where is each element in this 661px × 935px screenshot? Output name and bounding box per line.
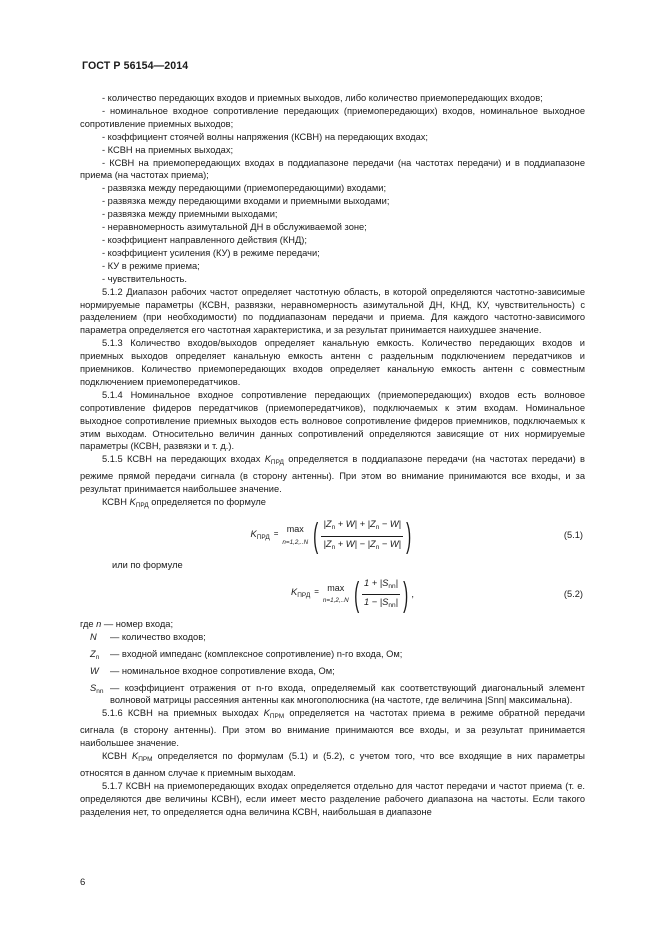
paragraph-5-1-2: 5.1.2 Диапазон рабочих частот определяет частотную область, в которой определяются частотно-зависимые нормируемые параметры (КСВН, развязки, неравномерность азимутальной ДН, КНД, КУ, чувствительность) с разделением (при необходимости) по поддиапазонам передачи и приема. Для каждого частотно-зависимого параметра определяется его частотная характеристика, и за результат принимается наихудшее значение.	[80, 286, 585, 336]
f2-lhs: $K_{ПРД}$	[291, 587, 311, 600]
document-header: ГОСТ Р 56154—2014	[82, 60, 189, 72]
paragraph-ksvn-prm: КСВН $K_{ПРМ}$ определяется по формулам (5.1) и (5.2), с учетом того, что все входящие в них параметры относятся в данном случае к приемным выходам.	[80, 751, 585, 778]
f1-lhs: $K_{ПРД}$	[250, 528, 270, 541]
formula-5-2-label: (5.2)	[563, 588, 583, 599]
f2-max: max n=1,2,..N	[322, 582, 349, 605]
f2-paren-right: )	[403, 575, 409, 614]
intro-b: определяется по формуле	[148, 497, 266, 508]
definition-item: $Z_n$ — входной импеданс (комплексное сопротивление) n-го входа, Ом;	[90, 648, 403, 661]
formula-5-2	[80, 572, 585, 618]
p515-sub: ПРД	[270, 459, 284, 467]
f1-numerator: $|Z_n + W| + |Z_n - W|$	[321, 517, 403, 537]
paragraph-5-1-6: 5.1.6 КСВН на приемных выходах $K_{ПРМ}$ определяется на частотах приема в режиме обратной передачи сигнала (в сторону антенны). При этом во внимание принимаются все входы, и за результат принимается наибольшее значение.	[80, 708, 585, 749]
p515-k: K	[264, 454, 271, 465]
p515-a: 5.1.5 КСВН на передающих входах	[102, 454, 265, 465]
f2-fraction	[362, 576, 400, 615]
definition-item: $S_{nn}$ — коэффициент отражения от n-го входа, определяемый как соответствующий диагональный элемент волновой матрицы рассеяния антенны как многополюсника (на частоте, где величина |Snn| максимальна).	[90, 682, 585, 706]
f2-tail: ,	[411, 589, 414, 600]
formula-5-1-body	[80, 513, 585, 559]
f1-paren-right: )	[406, 517, 412, 555]
paragraph-5-1-3: 5.1.3 Количество входов/выходов определяет канальную емкость. Количество передающих входов и приемных выходов определяет канальную емкость антенн с раздельным подключением передатчиков и приемников. Количество приемопередающих входов определяет канальную емкость антенн с совместным подключением приемопередатчиков.	[80, 338, 585, 387]
f1-op: =	[273, 528, 279, 538]
formula-5-2-body	[120, 572, 585, 618]
paragraph-5-1-4: 5.1.4 Номинальное входное сопротивление передающих (приемопередающих) входов есть волновое сопротивление фидеров передатчиков (приемопередатчиков), подключаемых к этим входам. Номинальное выходное сопротивление приемных выходов есть волновое сопротивление фидеров приемников, подключаемых к этим выходам. Относительно величин данных сопротивлений определяются зависящие от них нормируемые параметры (КСВН, развязки и т. д.).	[80, 389, 585, 452]
or-formula-text: или по формуле	[112, 560, 183, 570]
list-item: - развязка между передающими входами и приемными выходами;	[102, 196, 390, 207]
intro-a: КСВН	[102, 497, 130, 508]
list-item: - развязка между передающими (приемопередающими) входами;	[102, 183, 387, 194]
formula-5-1	[80, 513, 585, 559]
definition-item: W — номинальное входное сопротивление входа, Ом;	[90, 665, 335, 676]
list-item: - номинальное входное сопротивление передающих (приемопередающих) входов, номинальное выходное сопротивление приемных выходов;	[80, 105, 585, 129]
list-item: - КСВН на приемопередающих входах в поддиапазоне передачи (на частотах передачи) и в поддиапазоне приема (на частотах приема);	[80, 157, 585, 181]
f2-denominator: $1 - |S_{nn}|$	[363, 597, 399, 610]
list-item: - КУ в режиме приема;	[102, 260, 200, 271]
definitions-list	[80, 631, 585, 708]
list-item: - развязка между приемными выходами;	[102, 209, 278, 220]
paragraph-5-1-5	[80, 453, 585, 496]
p515-b: определяется в поддиапазоне передачи (на частотах передачи) в режиме прямой передачи сигнала (в сторону антенны). При этом во внимание принимаются все входы, и за результат принимается наибольшее значение.	[80, 454, 585, 495]
f2-op: =	[314, 587, 319, 597]
formula-5-1-label: (5.1)	[563, 530, 583, 540]
intro-k: K	[129, 497, 136, 508]
f1-denominator: $|Z_n + W| - |Z_n - W|$	[323, 538, 402, 551]
paragraph-5-1-7: 5.1.7 КСВН на приемопередающих входах определяется отдельно для частот передачи и частот приема (т. е. определяются две величины КСВН), если имеет место разделение рабочего диапазона на частоты. Если такого разделения нет, то определяется одна величина КСВН, наибольшая в диапазоне	[80, 780, 585, 817]
f2-paren-left: (	[353, 575, 359, 614]
f1-fraction	[321, 517, 403, 556]
ksvn-formula-intro	[80, 496, 585, 513]
list-item: - неравномерность азимутальной ДН в обслуживаемой зоне;	[102, 222, 367, 233]
parameter-list	[80, 92, 585, 286]
list-item: - количество передающих входов и приемных выходов, либо количество приемопередающих входов;	[102, 93, 543, 103]
list-item: - коэффициент стоячей волны напряжения (КСВН) на передающих входах;	[102, 131, 428, 142]
f2-numerator: $1 + |S_{nn}|$	[362, 576, 400, 596]
list-item: - коэффициент направленного действия (КНД);	[102, 234, 307, 245]
page-content	[80, 92, 585, 819]
intro-sub: ПРД	[135, 502, 149, 510]
f1-max: max n=1,2,..N	[282, 523, 309, 546]
list-item: - чувствительность.	[102, 273, 187, 284]
page-number: 6	[80, 877, 86, 888]
list-item: - КСВН на приемных выходах;	[102, 144, 234, 155]
list-item: - коэффициент усиления (КУ) в режиме передачи;	[102, 247, 320, 258]
where-line: где n — номер входа;	[80, 618, 174, 629]
f1-paren-left: (	[313, 517, 319, 555]
definition-item: N — количество входов;	[90, 631, 206, 642]
